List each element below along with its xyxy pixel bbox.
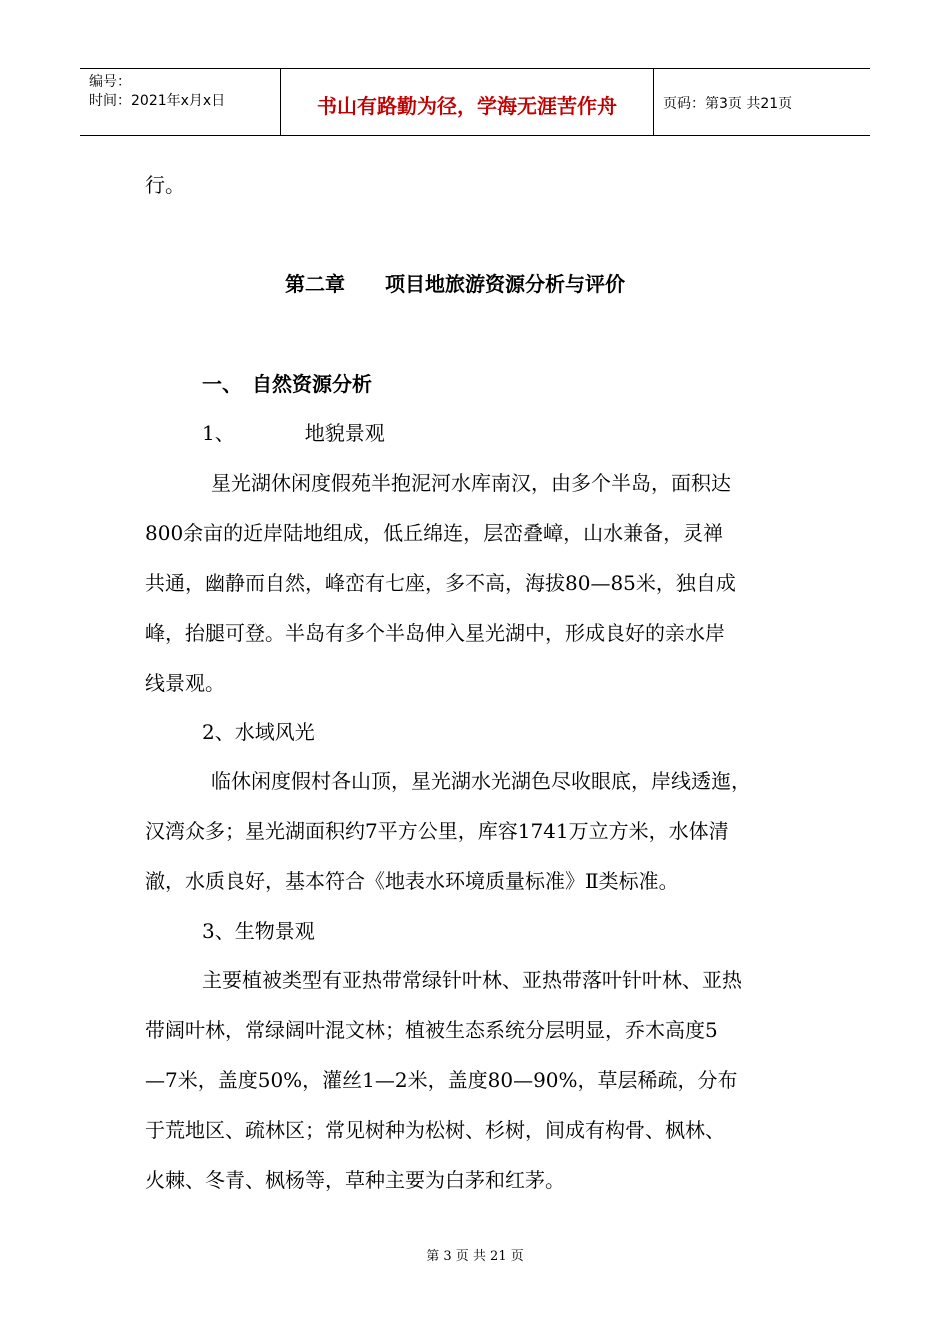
header-meta <box>80 69 281 135</box>
subsection-heading: 2、水域风光 <box>202 720 315 744</box>
number-label: 编号： <box>89 74 131 90</box>
paragraph-line: 汉湾众多；星光湖面积约7平方公里，库容1741万立方米，水体清 <box>145 819 729 843</box>
paragraph-line: 主要植被类型有亚热带常绿针叶林、亚热带落叶针叶林、亚热 <box>202 968 742 992</box>
paragraph-line: 澈，水质良好，基本符合《地表水环境质量标准》Ⅱ类标准。 <box>145 869 679 893</box>
section-heading: 一、 自然资源分析 <box>202 372 372 396</box>
subsection-heading: 3、生物景观 <box>202 919 315 943</box>
paragraph-line: 火棘、冬青、枫杨等，草种主要为白茅和红茅。 <box>145 1168 565 1192</box>
paragraph-line: —7米，盖度50%，灌丝1—2米，盖度80—90%，草层稀疏，分布 <box>145 1068 738 1092</box>
paragraph-line: 于荒地区、疏林区；常见树种为松树、杉树，间成有构骨、枫林、 <box>145 1118 725 1142</box>
header-motto: 书山有路勤为径，学海无涯苦作舟 <box>281 69 654 135</box>
header-page-info: 页码：第3页 共21页 <box>663 96 793 112</box>
paragraph-line: 临休闲度假村各山顶，星光湖水光湖色尽收眼底，岸线透迤， <box>211 769 751 793</box>
paragraph-line: 线景观。 <box>145 671 225 695</box>
date-label: 时间：2021年x月x日 <box>89 93 226 109</box>
paragraph-line: 带阔叶林，常绿阔叶混文林；植被生态系统分层明显，乔木高度5 <box>145 1018 718 1042</box>
page-footer: 第 3 页 共 21 页 <box>426 1249 524 1264</box>
previous-paragraph-tail: 行。 <box>145 173 185 197</box>
paragraph-line: 800余亩的近岸陆地组成，低丘绵连，层峦叠嶂，山水兼备，灵禅 <box>145 521 724 545</box>
paragraph-line: 星光湖休闲度假苑半抱泥河水库南汉，由多个半岛，面积达 <box>211 471 731 495</box>
chapter-title: 第二章 项目地旅游资源分析与评价 <box>285 272 625 296</box>
subsection-heading: 1、 地貌景观 <box>202 421 385 445</box>
paragraph-line: 峰，抬腿可登。半岛有多个半岛伸入星光湖中，形成良好的亲水岸 <box>145 621 725 645</box>
paragraph-line: 共通，幽静而自然，峰峦有七座，多不高，海拔80—85米，独自成 <box>145 571 736 595</box>
page-header <box>80 68 870 136</box>
